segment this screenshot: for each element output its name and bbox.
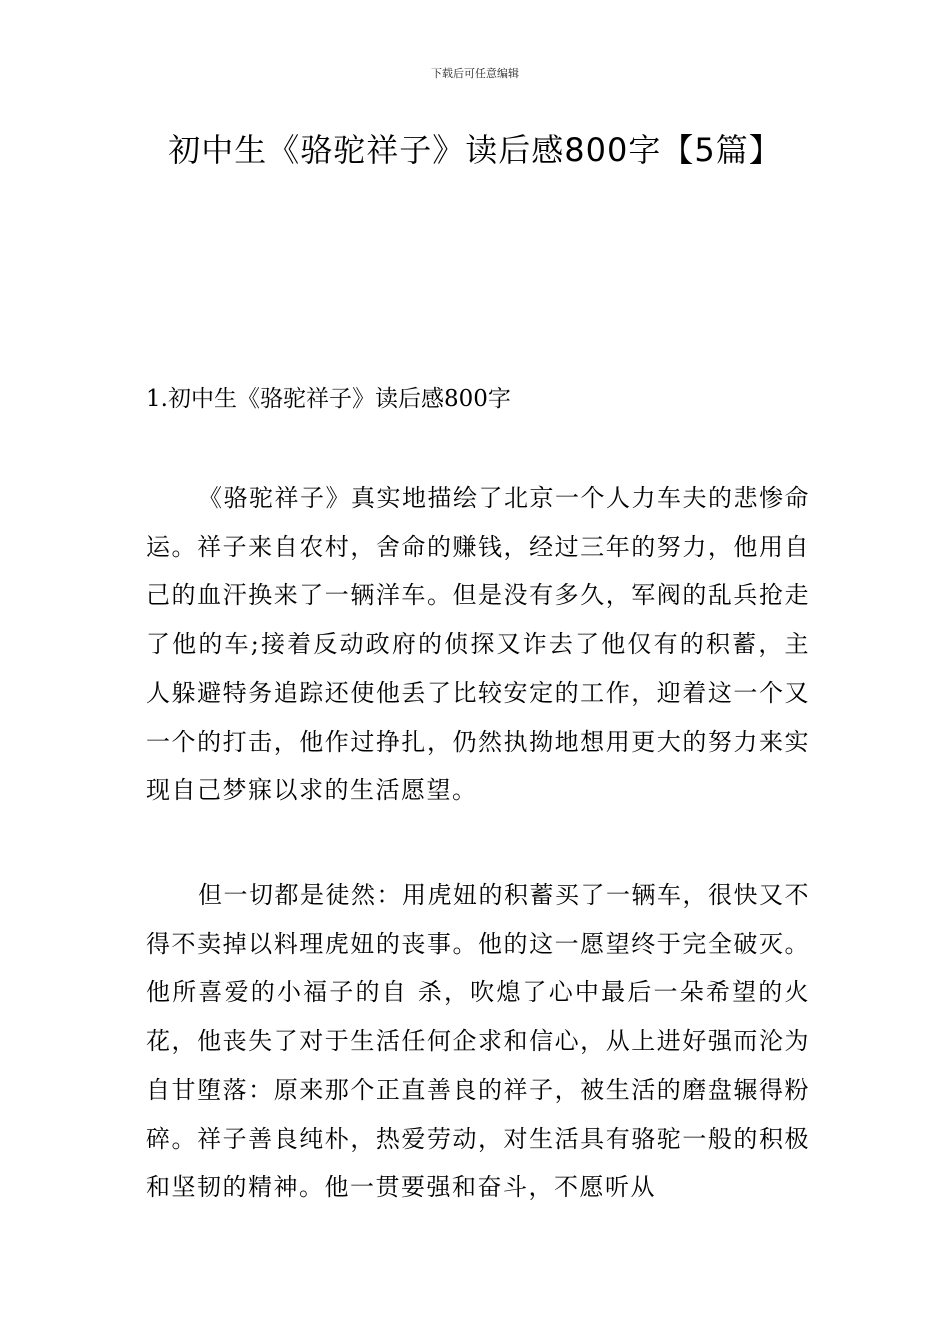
body-paragraph-1: 《骆驼祥子》真实地描绘了北京一个人力车夫的悲惨命运。祥子来自农村，舍命的赚钱，经过三年的努力，他用自己的血汗换来了一辆洋车。但是没有多久，军阀的乱兵抢走了他的车;接着反动政府的侦探又诈去了他仅有的积蓄，主人躲避特务追踪还使他丢了比较安定的工作，迎着这一个又一个的打击，他作过挣扎，仍然执拗地想用更大的努力来实现自己梦寐以求的生活愿望。 <box>146 484 810 805</box>
document-title: 初中生《骆驼祥子》读后感800字【5篇】 <box>168 131 782 169</box>
body-paragraph-2: 但一切都是徒然：用虎妞的积蓄买了一辆车，很快又不得不卖掉以料理虎妞的丧事。他的这一愿望终于完全破灭。他所喜爱的小福子的自 杀，吹熄了心中最后一朵希望的火花，他丧失了对于生活任何企求和信心，从上进好强而沦为自甘堕落：原来那个正直善良的祥子，被生活的磨盘辗得粉碎。祥子善良纯朴，热爱劳动，对生活具有骆驼一般的积极和坚韧的精神。他一贯要强和奋斗，不愿听从 <box>146 881 810 1202</box>
page-header-note: 下载后可任意编辑 <box>431 67 519 80</box>
section-heading: 1.初中生《骆驼祥子》读后感800字 <box>146 386 511 412</box>
